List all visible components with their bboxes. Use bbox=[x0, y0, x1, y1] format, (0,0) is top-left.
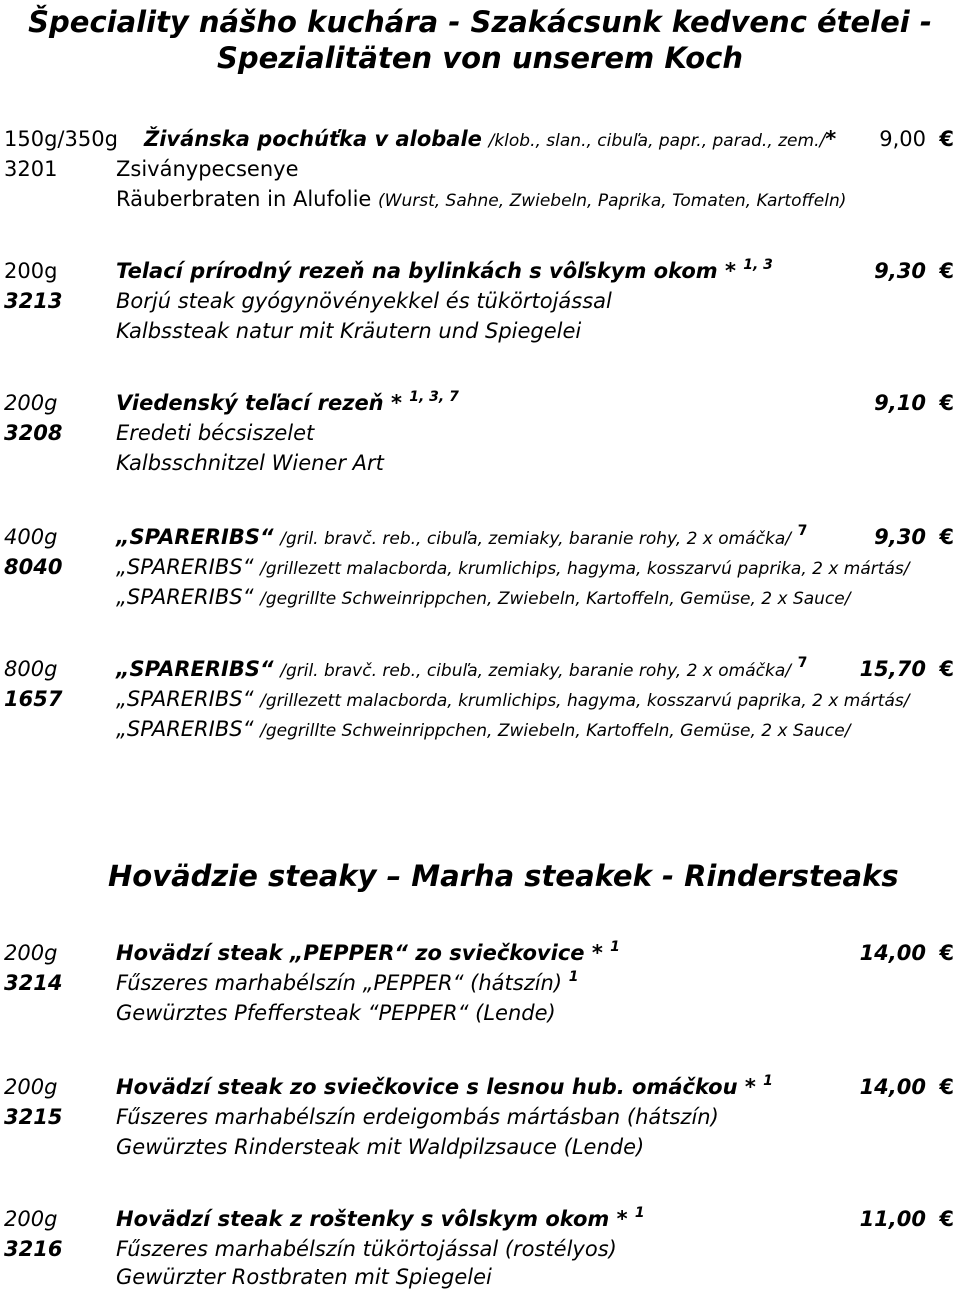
euro-icon: € bbox=[939, 127, 954, 151]
item-price: 9,00 bbox=[879, 127, 926, 151]
item-allergens-hu: 1 bbox=[568, 969, 579, 985]
euro-icon: € bbox=[939, 525, 954, 549]
item-name-hu: Fűszeres marhabélszín „PEPPER“ (hátszín) bbox=[116, 971, 563, 995]
item-code: 3214 bbox=[4, 971, 63, 995]
item-allergens: 7 bbox=[797, 523, 808, 539]
item-allergens: 1, 3, 7 bbox=[409, 389, 459, 405]
title-line-2: Spezialitäten von unserem Koch bbox=[216, 41, 743, 75]
menu-item-3201 bbox=[4, 124, 954, 154]
item-weight: 150g/350g bbox=[4, 127, 118, 151]
item-price: 15,70 bbox=[859, 657, 926, 681]
item-name-hu: Fűszeres marhabélszín erdeigombás mártásban (hátszín) bbox=[116, 1105, 719, 1129]
item-name-sk: Hovädzí steak z roštenky s vôlskym okom * bbox=[116, 1207, 628, 1231]
item-price: 11,00 bbox=[859, 1207, 926, 1231]
euro-icon: € bbox=[939, 391, 954, 415]
item-price: 14,00 bbox=[859, 941, 926, 965]
section-title-steaks: Hovädzie steaky – Marha steakek - Rindersteaks bbox=[108, 859, 899, 893]
item-weight: 200g bbox=[4, 1075, 58, 1099]
item-weight: 200g bbox=[4, 941, 58, 965]
item-desc-sk: /gril. bravč. reb., cibuľa, zemiaky, baranie rohy, 2 x omáčka/ bbox=[280, 661, 791, 681]
item-name-sk: Živánska pochúťka v alobale bbox=[144, 127, 482, 151]
item-weight: 200g bbox=[4, 391, 58, 415]
item-name-de: Räuberbraten in Alufolie bbox=[116, 187, 372, 211]
item-weight: 800g bbox=[4, 657, 58, 681]
item-price: 14,00 bbox=[859, 1075, 926, 1099]
item-desc-de: (Wurst, Sahne, Zwiebeln, Paprika, Tomaten, Kartoffeln) bbox=[378, 191, 847, 211]
item-allergens: 1 bbox=[634, 1205, 645, 1221]
item-name-sk: Telací prírodný rezeň na bylinkách s vôľskym okom * bbox=[116, 259, 736, 283]
item-weight: 200g bbox=[4, 259, 58, 283]
item-name-sk: „SPARERIBS“ bbox=[116, 525, 274, 549]
item-name-hu: Zsiványpecsenye bbox=[116, 157, 299, 181]
item-code: 3215 bbox=[4, 1105, 63, 1129]
euro-icon: € bbox=[939, 941, 954, 965]
item-code: 3216 bbox=[4, 1237, 63, 1261]
item-name-hu: „SPARERIBS“ bbox=[116, 687, 254, 711]
item-name-de: Gewürztes Rindersteak mit Waldpilzsauce (Lende) bbox=[116, 1135, 645, 1159]
item-desc-hu: /grillezett malacborda, krumlichips, hagyma, kosszarvú paprika, 2 x mártás/ bbox=[260, 691, 910, 711]
euro-icon: € bbox=[939, 259, 954, 283]
euro-icon: € bbox=[939, 1207, 954, 1231]
item-allergens: 1 bbox=[763, 1073, 773, 1089]
title-line-1: Špeciality nášho kuchára - Szakácsunk kedvenc ételei - bbox=[28, 5, 932, 39]
menu-item-3214 bbox=[4, 938, 954, 968]
item-star: * bbox=[825, 127, 837, 151]
item-desc-hu: /grillezett malacborda, krumlichips, hagyma, kosszarvú paprika, 2 x mártás/ bbox=[260, 559, 910, 579]
item-name-sk: Hovädzí steak „PEPPER“ zo sviečkovice * bbox=[116, 941, 603, 965]
item-code: 1657 bbox=[4, 687, 63, 711]
item-name-hu: Borjú steak gyógynövényekkel és tükörtojással bbox=[116, 289, 612, 313]
item-name-de: „SPARERIBS“ bbox=[116, 585, 254, 609]
item-name-de: Kalbsschnitzel Wiener Art bbox=[116, 451, 384, 475]
menu-item-1657 bbox=[4, 654, 954, 684]
item-allergens: 7 bbox=[797, 655, 808, 671]
euro-icon: € bbox=[939, 657, 954, 681]
item-price: 9,30 bbox=[874, 525, 926, 549]
page-title bbox=[0, 4, 960, 76]
menu-item-3208 bbox=[4, 388, 954, 418]
item-price: 9,30 bbox=[874, 259, 926, 283]
item-allergens: 1, 3 bbox=[743, 257, 773, 273]
menu-item-3215 bbox=[4, 1072, 954, 1102]
item-code: 8040 bbox=[4, 555, 63, 579]
item-name-hu: „SPARERIBS“ bbox=[116, 555, 254, 579]
item-name-sk: Viedenský teľací rezeň * bbox=[116, 391, 402, 415]
item-code: 3213 bbox=[4, 289, 63, 313]
item-desc-sk: /klob., slan., cibuľa, papr., parad., zem./ bbox=[488, 131, 826, 151]
menu-item-3213 bbox=[4, 256, 954, 286]
item-desc-sk: /gril. bravč. reb., cibuľa, zemiaky, baranie rohy, 2 x omáčka/ bbox=[280, 529, 791, 549]
item-name-hu: Fűszeres marhabélszín tükörtojással (rostélyos) bbox=[116, 1237, 617, 1261]
item-name-de: Kalbssteak natur mit Kräutern und Spiegelei bbox=[116, 319, 582, 343]
menu-item-8040 bbox=[4, 522, 954, 552]
item-name-de: Gewürzter Rostbraten mit Spiegelei bbox=[116, 1265, 492, 1289]
item-weight: 400g bbox=[4, 525, 58, 549]
menu-item-3216 bbox=[4, 1204, 954, 1234]
item-name-hu: Eredeti bécsiszelet bbox=[116, 421, 315, 445]
item-allergens: 1 bbox=[610, 939, 620, 955]
item-code: 3201 bbox=[4, 157, 58, 181]
item-price: 9,10 bbox=[874, 391, 926, 415]
item-desc-de: /gegrillte Schweinrippchen, Zwiebeln, Kartoffeln, Gemüse, 2 x Sauce/ bbox=[260, 721, 851, 741]
item-name-sk: „SPARERIBS“ bbox=[116, 657, 274, 681]
item-name-de: „SPARERIBS“ bbox=[116, 717, 254, 741]
item-name-de: Gewürztes Pfeffersteak “PEPPER“ (Lende) bbox=[116, 1001, 556, 1025]
euro-icon: € bbox=[939, 1075, 954, 1099]
item-weight: 200g bbox=[4, 1207, 58, 1231]
item-desc-de: /gegrillte Schweinrippchen, Zwiebeln, Kartoffeln, Gemüse, 2 x Sauce/ bbox=[260, 589, 851, 609]
item-name-sk: Hovädzí steak zo sviečkovice s lesnou hub. omáčkou * bbox=[116, 1075, 756, 1099]
item-code: 3208 bbox=[4, 421, 63, 445]
